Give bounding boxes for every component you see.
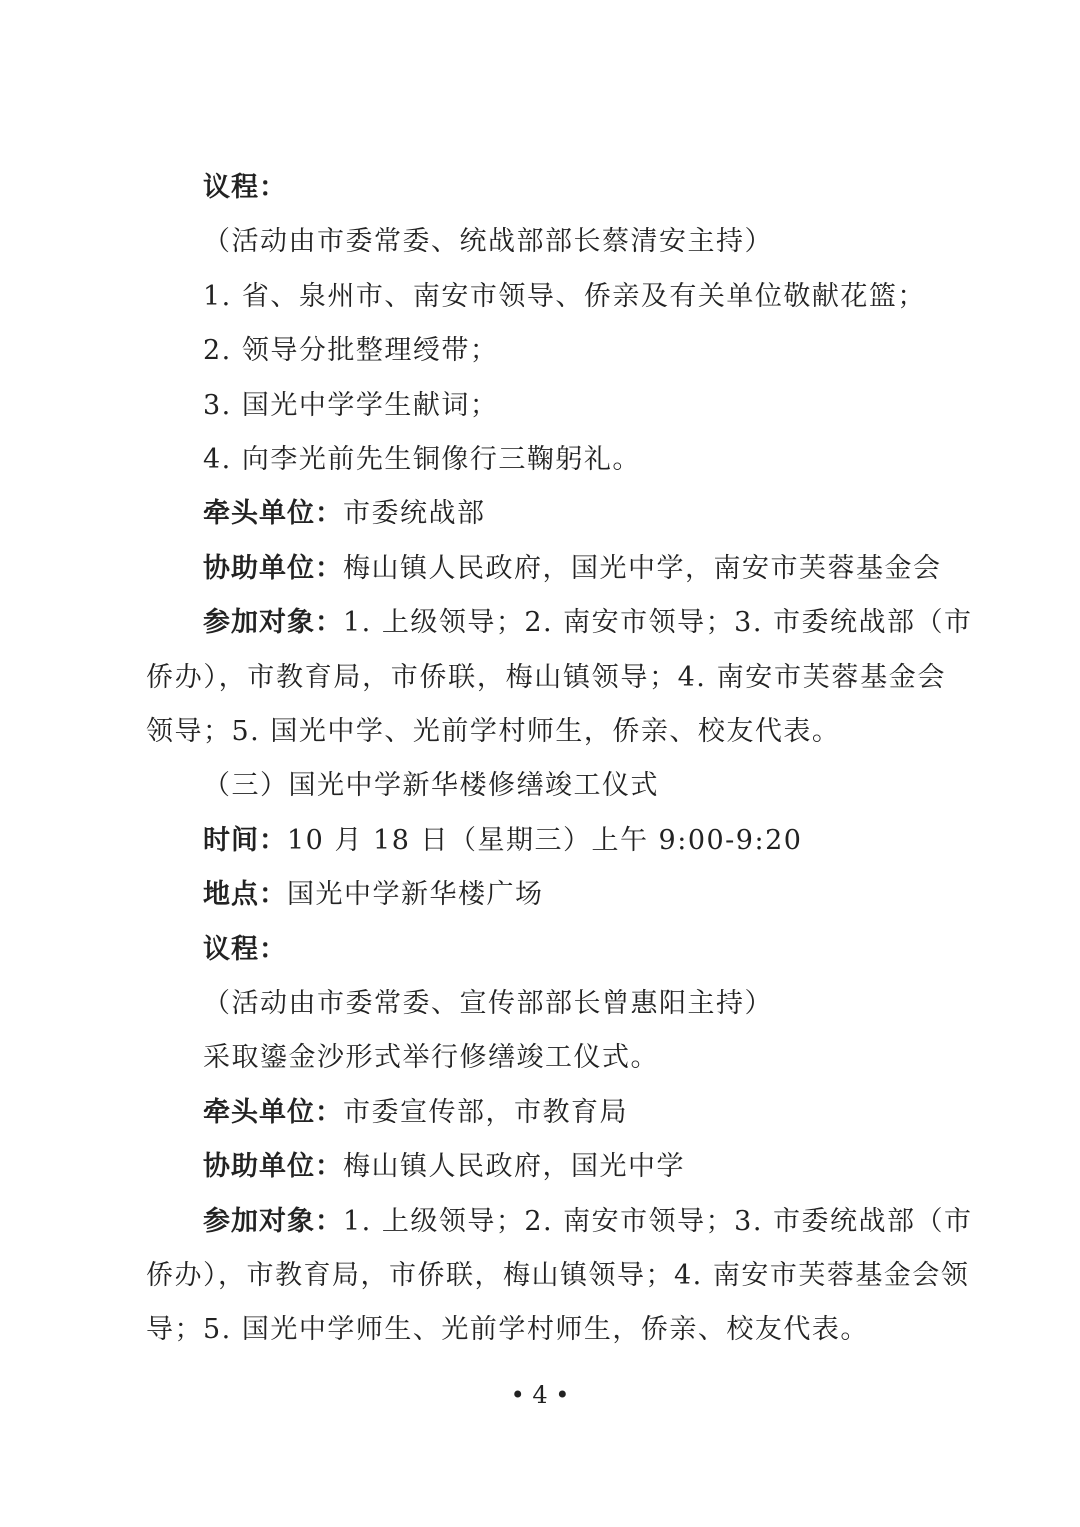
participants-line-3-b: 导；5. 国光中学师生、光前学村师生，侨亲、校友代表。 xyxy=(146,1314,869,1345)
section-heading: （三）国光中学新华楼修缮竣工仪式 xyxy=(203,770,659,801)
lead-unit-value-2: 市委宣传部，市教育局 xyxy=(343,1097,628,1128)
host-line: （活动由市委常委、统战部部长蔡清安主持） xyxy=(203,226,773,257)
participants-line-3: 领导；5. 国光中学、光前学村师生，侨亲、校友代表。 xyxy=(146,716,841,747)
assist-unit-value: 梅山镇人民政府，国光中学，南安市芙蓉基金会 xyxy=(343,553,942,584)
place-label: 地点： xyxy=(203,879,287,910)
lead-unit-row xyxy=(203,494,948,534)
agenda-item-4: 4. 向李光前先生铜像行三鞠躬礼。 xyxy=(203,444,641,475)
participants-label: 参加对象： xyxy=(203,607,343,638)
method-line: 采取鎏金沙形式举行修缮竣工仪式。 xyxy=(203,1042,659,1073)
assist-unit-row xyxy=(203,549,948,589)
assist-unit-value-2: 梅山镇人民政府，国光中学 xyxy=(343,1151,685,1182)
agenda-item-1: 1. 省、泉州市、南安市领导、侨亲及有关单位敬献花篮； xyxy=(203,281,926,312)
participants-line-1: 1. 上级领导；2. 南安市领导；3. 市委统战部（市 xyxy=(343,607,973,638)
assist-unit-label: 协助单位： xyxy=(203,553,343,584)
agenda-label-2: 议程： xyxy=(203,934,287,965)
participants-row xyxy=(203,603,973,643)
page-number: • 4 • xyxy=(510,1381,570,1409)
time-value: 10 月 18 日（星期三）上午 9:00-9:20 xyxy=(287,825,803,856)
host-line-2: （活动由市委常委、宣传部部长曾惠阳主持） xyxy=(203,988,773,1019)
lead-unit-value: 市委统战部 xyxy=(343,498,486,529)
participants-label-2: 参加对象： xyxy=(203,1206,343,1237)
lead-unit-row-2 xyxy=(203,1093,948,1133)
agenda-label: 议程： xyxy=(203,172,287,203)
place-value: 国光中学新华楼广场 xyxy=(287,879,544,910)
lead-unit-label: 牵头单位： xyxy=(203,498,343,529)
assist-unit-label-2: 协助单位： xyxy=(203,1151,343,1182)
participants-line-1-b: 1. 上级领导；2. 南安市领导；3. 市委统战部（市 xyxy=(343,1206,973,1237)
participants-line-2-b: 侨办），市教育局，市侨联，梅山镇领导；4. 南安市芙蓉基金会领 xyxy=(146,1260,970,1291)
time-row xyxy=(203,821,948,861)
participants-row-2 xyxy=(203,1202,973,1242)
participants-line-2: 侨办），市教育局，市侨联，梅山镇领导；4. 南安市芙蓉基金会 xyxy=(146,662,946,693)
agenda-item-2: 2. 领导分批整理绶带； xyxy=(203,335,499,366)
place-row xyxy=(203,875,948,915)
time-label: 时间： xyxy=(203,825,287,856)
lead-unit-label-2: 牵头单位： xyxy=(203,1097,343,1128)
agenda-item-3: 3. 国光中学学生献词； xyxy=(203,390,499,421)
assist-unit-row-2 xyxy=(203,1147,948,1187)
